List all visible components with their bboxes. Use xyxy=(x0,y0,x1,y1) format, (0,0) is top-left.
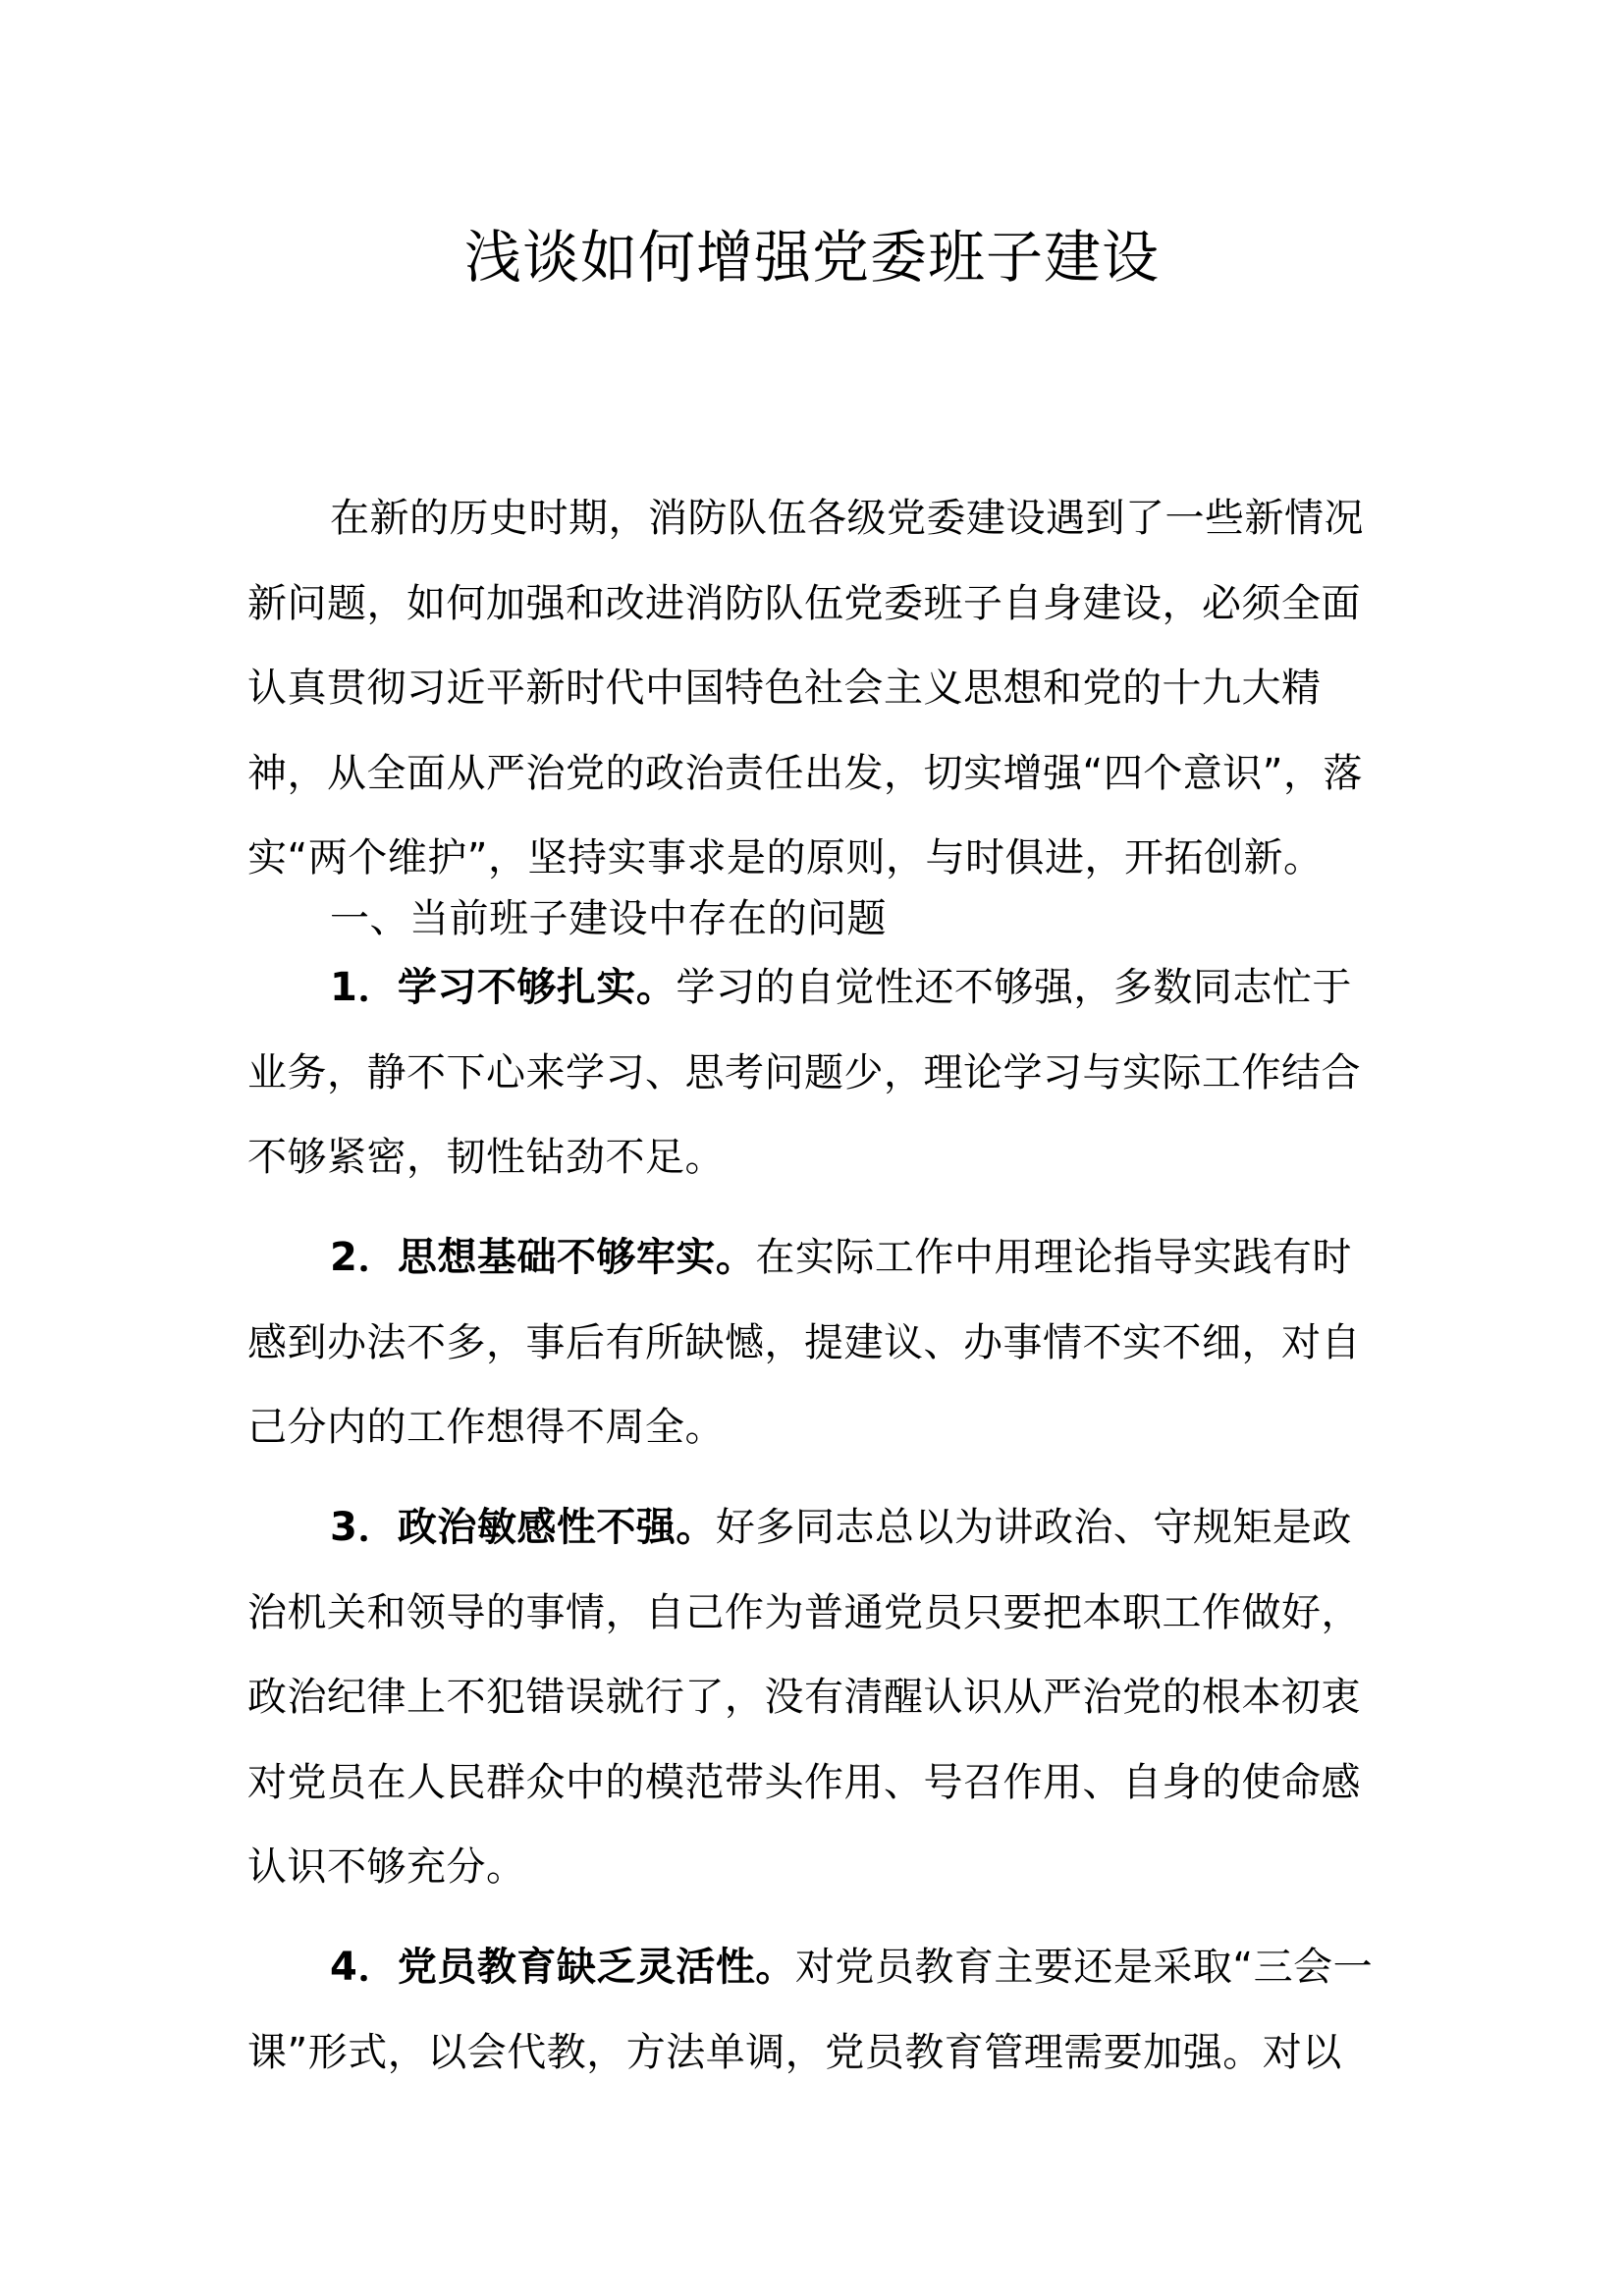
problem-paragraph xyxy=(247,1485,1386,1910)
section-heading: 一、当前班子建设中存在的问题 xyxy=(330,896,887,941)
problem-lead: 1．学习不够扎实。 xyxy=(330,965,677,1010)
problem-item-4 xyxy=(247,1925,1386,2095)
problem-text: 对党员教育主要还是采取“三会一课”形式，以会代教，方法单调，党员教育管理需要加强。对以 xyxy=(247,1945,1374,2075)
problem-text: 好多同志总以为讲政治、守规矩是政治机关和领导的事情，自己作为普通党员只要把本职工作做好，政治纪律上不犯错误就行了，没有清醒认识从严治党的根本初衷对党员在人民群众中的模范带头作用、号召作用、自身的使命感认识不够充分。 xyxy=(247,1505,1361,1890)
problem-lead: 3．政治敏感性不强。 xyxy=(330,1505,716,1550)
problem-text: 学习的自觉性还不够强，多数同志忙于业务，静不下心来学习、思考问题少，理论学习与实际工作结合不够紧密，韧性钻劲不足。 xyxy=(247,965,1361,1180)
problem-item-2 xyxy=(247,1215,1386,1470)
problem-text: 在实际工作中用理论指导实践有时感到办法不多，事后有所缺憾，提建议、办事情不实不细，对自己分内的工作想得不周全。 xyxy=(247,1235,1361,1450)
problem-lead: 2．思想基础不够牢实。 xyxy=(330,1235,756,1280)
intro-paragraph: 在新的历史时期，消防队伍各级党委建设遇到了一些新情况新问题，如何加强和改进消防队伍党委班子自身建设，必须全面认真贯彻习近平新时代中国特色社会主义思想和党的十九大精神，从全面从严治党的政治责任出发，切实增强“四个意识”，落实“两个维护”，坚持实事求是的原则，与时俱进，开拓创新。 xyxy=(247,496,1364,881)
problem-lead: 4．党员教育缺乏灵活性。 xyxy=(330,1945,795,1990)
document-title: 浅谈如何增强党委班子建设 xyxy=(463,224,1160,291)
problem-paragraph xyxy=(247,945,1386,1201)
section-heading-block xyxy=(247,887,1386,950)
problem-paragraph xyxy=(247,1215,1386,1470)
problem-paragraph xyxy=(247,1925,1386,2095)
problem-item-1 xyxy=(247,945,1386,1201)
intro-paragraph-block xyxy=(247,476,1386,901)
problem-item-3 xyxy=(247,1485,1386,1910)
